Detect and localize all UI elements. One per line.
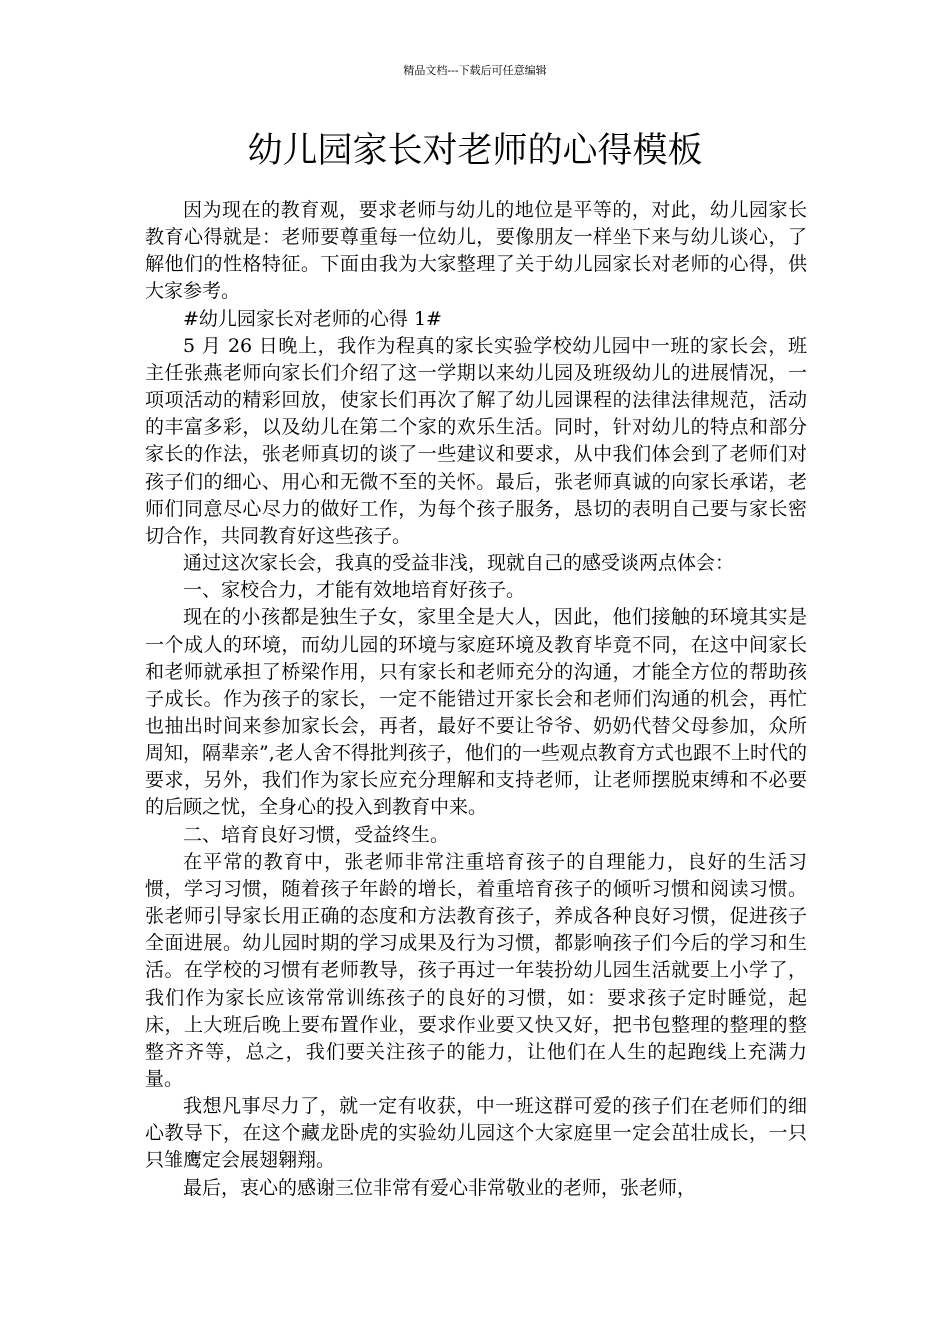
paragraph-intro: 因为现在的教育观，要求老师与幼儿的地位是平等的，对此，幼儿园家长教育心得就是：老师要尊重每一位幼儿，要像朋友一样坐下来与幼儿谈心，了解他们的性格特征。下面由我为大家整理了关于幼儿园家长对老师的心得，供大家参考。 xyxy=(145,199,807,303)
paragraph-point-1: 现在的小孩都是独生子女，家里全是大人，因此，他们接触的环境其实是一个成人的环境，而幼儿园的环境与家庭环境及教育毕竟不同，在这中间家长和老师就承担了桥梁作用，只有家长和老师充分的沟通，才能全方位的帮助孩子成长。作为孩子的家长，一定不能错过开家长会和老师们沟通的机会，再忙也抽出时间来参加家长会，再者，最好不要让爷爷、奶奶代替父母参加，众所周知，隔辈亲”,老人舍不得批判孩子，他们的一些观点教育方式也跟不上时代的要求，另外，我们作为家长应充分理解和支持老师，让老师摆脱束缚和不必要的后顾之忧，全身心的投入到教育中来。 xyxy=(145,606,807,819)
header-note: 精品文档---下载后可任意编辑 xyxy=(403,64,547,77)
point-heading-1: 一、家校合力，才能有效地培育好孩子。 xyxy=(183,579,526,602)
point-heading-2: 二、培育良好习惯，受益终生。 xyxy=(183,823,450,846)
document-title: 幼儿园家长对老师的心得模板 xyxy=(247,131,703,171)
paragraph-meeting: 5 月 26 日晚上，我作为程真的家长实验学校幼儿园中一班的家长会，班主任张燕老师向家长们介绍了这一学期以来幼儿园及班级幼儿的进展情况，一项项活动的精彩回放，使家长们再次了解了幼儿园课程的法律法律规范，活动的丰富多彩，以及幼儿在第二个家的欢乐生活。同时，针对幼儿的特点和部分家长的作法，张老师真切的谈了一些建议和要求，从中我们体会到了老师们对孩子们的细心、用心和无微不至的关怀。最后，张老师真诚的向家长承诺，老师们同意尽心尽力的做好工作，为每个孩子服务，恳切的表明自己要与家长密切合作，共同教育好这些孩子。 xyxy=(145,334,807,547)
paragraph-conclusion: 我想凡事尽力了，就一定有收获，中一班这群可爱的孩子们在老师们的细心教导下，在这个藏龙卧虎的实验幼儿园这个大家庭里一定会茁壮成长，一只只雏鹰定会展翅翱翔。 xyxy=(145,1095,807,1172)
section-heading-1: #幼儿园家长对老师的心得 1# xyxy=(183,307,442,330)
paragraph-feelings: 通过这次家长会，我真的受益非浅，现就自己的感受谈两点体会： xyxy=(183,552,735,575)
document-body xyxy=(145,197,807,1202)
paragraph-point-2: 在平常的教育中，张老师非常注重培育孩子的自理能力，良好的生活习惯，学习习惯，随着孩子年龄的增长，着重培育孩子的倾听习惯和阅读习惯。张老师引导家长用正确的态度和方法教育孩子，养成各种良好习惯，促进孩子全面进展。幼儿园时期的学习成果及行为习惯，都影响孩子们今后的学习和生活。在学校的习惯有老师教导，孩子再过一年装扮幼儿园生活就要上小学了，我们作为家长应该常常训练孩子的良好的习惯，如：要求孩子定时睡觉，起床，上大班后晚上要布置作业，要求作业要又快又好，把书包整理的整理的整整齐齐等，总之，我们要关注孩子的能力，让他们在人生的起跑线上充满力量。 xyxy=(145,850,807,1090)
paragraph-thanks: 最后，衷心的感谢三位非常有爱心非常敬业的老师，张老师， xyxy=(183,1176,697,1199)
